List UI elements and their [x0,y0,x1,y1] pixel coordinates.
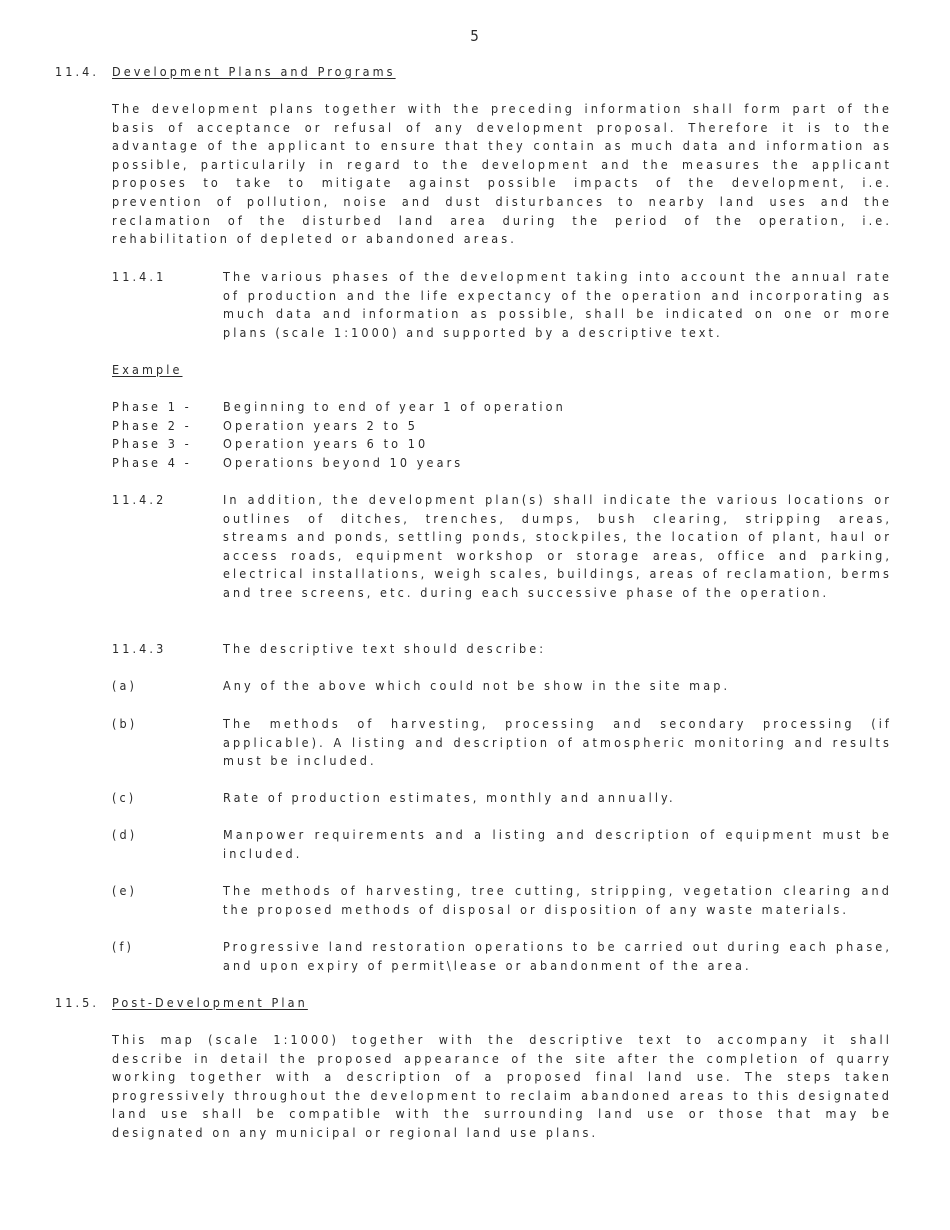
item-text: The methods of harvesting, processing and secondary processing (if applicable). A listing and description of atmospheric monitoring and results must be included. [223,716,892,769]
phase-label: Phase 1 - [112,399,192,414]
item-text: Manpower requirements and a listing and description of equipment must be included. [223,827,892,861]
item-label: (b) [112,716,138,731]
sub-11-4-1-number: 11.4.1 [112,269,167,284]
section-11-4-number: 11.4. [55,64,100,79]
section-11-5-text: This map (scale 1:1000) together with the descriptive text to accompany it shall describe in detail the proposed appearance of the site after the completion of quarry working together with a description of a proposed final land use. The steps taken progressively throughout the development to reclaim abandoned areas to this designated land use shall be compatible with the surrounding land use or those that may be designated on any municipal or regional land use plans. [112,1032,892,1140]
sub-11-4-1-text: The various phases of the development taking into account the annual rate of production and the life expectancy of the operation and incorporating as much data and information as possible, shall be indicated on one or more plans (scale 1:1000) and supported by a descriptive text. [223,269,892,340]
phase-text: Operations beyond 10 years [223,454,464,470]
item-label: (f) [112,939,135,954]
item-label: (c) [112,790,137,805]
item-label: (d) [112,827,138,842]
phase-text: Beginning to end of year 1 of operation [223,399,566,414]
page-number: 5 [470,27,480,45]
sub-11-4-2-number: 11.4.2 [112,492,167,507]
sub-11-4-2-text: In addition, the development plan(s) shall indicate the various locations or outlines of ditches, trenches, dumps, bush clearing, stripping areas, streams and ponds, settling ponds, stockpiles, the location of plant, haul or access roads, equipment workshop or storage areas, office and parking, electrical installations, weigh scales, buildings, areas of reclamation, berms and tree screens, etc. during each successive phase of the operation. [223,492,892,600]
phase-label: Phase 3 - [112,436,192,452]
section-11-5-number: 11.5. [55,995,100,1010]
item-label: (a) [112,678,137,693]
phase-text: Operation years 2 to 5 [223,417,418,433]
item-text: Rate of production estimates, monthly and annually. [223,790,676,805]
section-11-5-title: Post-Development Plan [112,995,308,1010]
item-text: The methods of harvesting, tree cutting, stripping, vegetation clearing and the proposed methods of disposal or disposition of any waste materials. [223,883,892,917]
sub-11-4-3-number: 11.4.3 [112,641,167,656]
phase-label: Phase 2 - [112,417,192,433]
section-11-4-intro: The development plans together with the preceding information shall form part of the basis of acceptance or refusal of any development proposal. Therefore it is to the advantage of the applicant to ensure that they contain as much data and information as possible, particularily in regard to the development and the measures the applicant proposes to take to mitigate against possible impacts of the development, i.e. prevention of pollution, noise and dust disturbances to nearby land uses and the reclamation of the disturbed land area during the period of the operation, i.e. rehabilitation of depleted or abandoned areas. [112,101,892,247]
item-text: Any of the above which could not be show in the site map. [223,678,731,693]
phase-text: Operation years 6 to 10 [223,436,429,452]
section-11-4-title: Development Plans and Programs [112,64,396,79]
sub-11-4-3-text: The descriptive text should describe: [223,641,547,656]
phase-label: Phase 4 - [112,454,192,470]
item-label: (e) [112,883,137,898]
item-text: Progressive land restoration operations to be carried out during each phase, and upon expiry of permit\lease or abandonment of the area. [223,939,892,973]
example-heading: Example [112,362,183,377]
